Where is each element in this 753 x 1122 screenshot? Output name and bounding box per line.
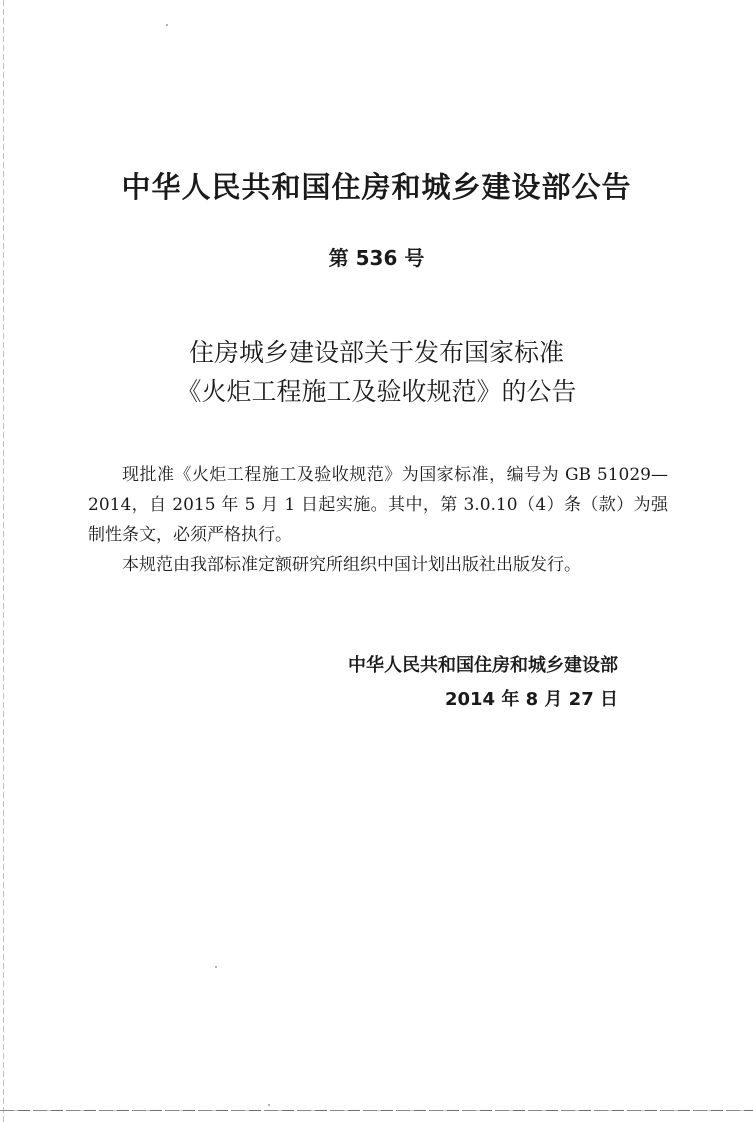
announcement-body bbox=[88, 460, 668, 580]
announcement-title: 中华人民共和国住房和城乡建设部公告 bbox=[121, 170, 632, 204]
announcement-number: 第 536 号 bbox=[328, 246, 425, 270]
scan-speck bbox=[166, 24, 168, 26]
issuing-authority: 中华人民共和国住房和城乡建设部 bbox=[348, 655, 618, 676]
scan-bottom-rule bbox=[0, 1110, 753, 1111]
scan-speck bbox=[215, 966, 217, 968]
issue-date: 2014 年 8 月 27 日 bbox=[444, 689, 618, 710]
announcement-subtitle-line2: 《火炬工程施工及验收规范》的公告 bbox=[176, 377, 577, 406]
announcement-subtitle-line1: 住房城乡建设部关于发布国家标准 bbox=[188, 338, 564, 367]
scan-speck bbox=[268, 1104, 270, 1106]
body-paragraph-approval: 现批准《火炬工程施工及验收规范》为国家标准，编号为 GB 51029—2014，自 2015 年 5 月 1 日起实施。其中，第 3.0.10（4）条（款）为强制性条文，必须严格执行。 bbox=[88, 465, 668, 545]
body-paragraph-publication: 本规范由我部标准定额研究所组织中国计划出版社出版发行。 bbox=[122, 555, 581, 575]
